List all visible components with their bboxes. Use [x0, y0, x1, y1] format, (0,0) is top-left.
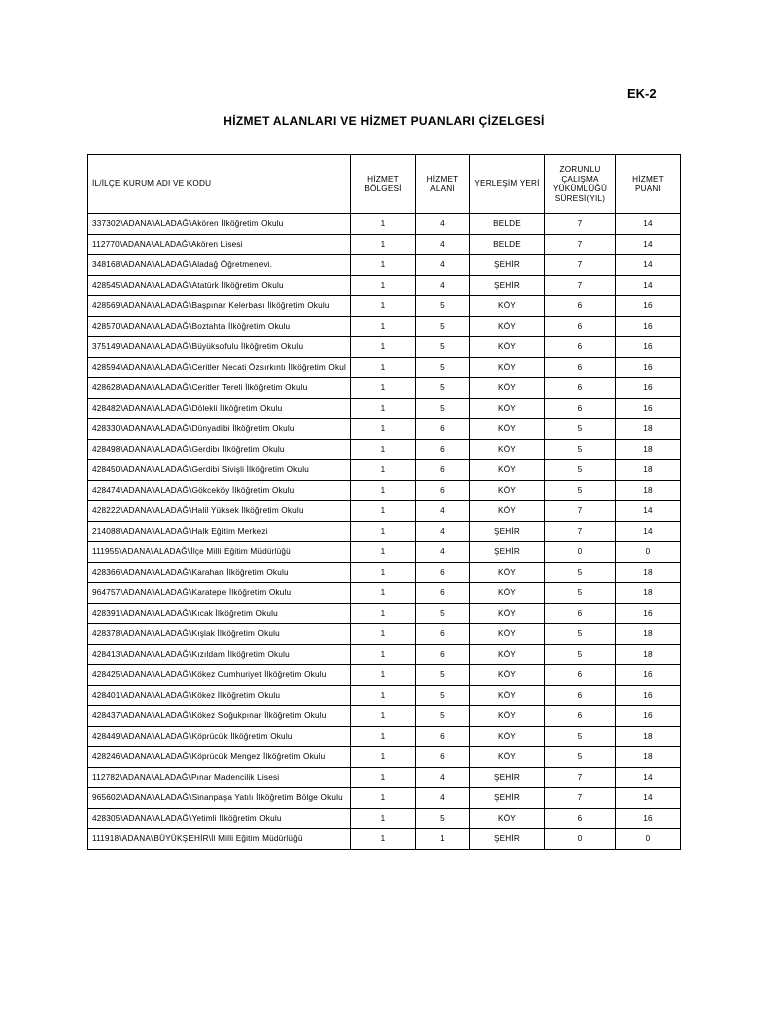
cell-bolge: 1	[351, 726, 416, 747]
cell-puan: 14	[616, 767, 681, 788]
cell-puan: 0	[616, 829, 681, 850]
cell-alan: 6	[416, 644, 470, 665]
cell-yer: KÖY	[470, 316, 545, 337]
cell-alan: 5	[416, 808, 470, 829]
cell-kurum: 112770\ADANA\ALADAĞ\Akören Lisesi	[88, 234, 351, 255]
cell-sure: 7	[545, 255, 616, 276]
cell-kurum: 428366\ADANA\ALADAĞ\Karahan İlköğretim Okulu	[88, 562, 351, 583]
cell-sure: 5	[545, 726, 616, 747]
cell-alan: 5	[416, 296, 470, 317]
cell-yer: KÖY	[470, 378, 545, 399]
cell-bolge: 1	[351, 788, 416, 809]
cell-kurum: 428570\ADANA\ALADAĞ\Boztahta İlköğretim Okulu	[88, 316, 351, 337]
cell-puan: 16	[616, 665, 681, 686]
cell-puan: 18	[616, 460, 681, 481]
table-row	[88, 685, 681, 706]
cell-yer: KÖY	[470, 439, 545, 460]
cell-yer: KÖY	[470, 357, 545, 378]
header-alan: HİZMET ALANI	[416, 155, 470, 214]
cell-kurum: 428449\ADANA\ALADAĞ\Köprücük İlköğretim Okulu	[88, 726, 351, 747]
cell-puan: 18	[616, 480, 681, 501]
cell-sure: 6	[545, 296, 616, 317]
table-row	[88, 562, 681, 583]
cell-bolge: 1	[351, 542, 416, 563]
cell-kurum: 965602\ADANA\ALADAĞ\Sinanpaşa Yatılı İlköğretim Bölge Okulu	[88, 788, 351, 809]
cell-yer: ŞEHİR	[470, 255, 545, 276]
cell-alan: 5	[416, 378, 470, 399]
cell-sure: 5	[545, 644, 616, 665]
cell-puan: 16	[616, 706, 681, 727]
cell-alan: 6	[416, 460, 470, 481]
cell-kurum: 428474\ADANA\ALADAĞ\Gökceköy İlköğretim Okulu	[88, 480, 351, 501]
table-row	[88, 214, 681, 235]
table-row	[88, 829, 681, 850]
table-row	[88, 767, 681, 788]
cell-sure: 7	[545, 275, 616, 296]
cell-alan: 4	[416, 234, 470, 255]
cell-puan: 18	[616, 419, 681, 440]
cell-alan: 6	[416, 726, 470, 747]
table-row	[88, 419, 681, 440]
cell-sure: 6	[545, 398, 616, 419]
cell-bolge: 1	[351, 624, 416, 645]
cell-bolge: 1	[351, 234, 416, 255]
cell-bolge: 1	[351, 337, 416, 358]
cell-puan: 16	[616, 296, 681, 317]
cell-bolge: 1	[351, 767, 416, 788]
table-row	[88, 480, 681, 501]
cell-puan: 14	[616, 521, 681, 542]
cell-kurum: 428482\ADANA\ALADAĞ\Dölekli İlköğretim Okulu	[88, 398, 351, 419]
cell-yer: BELDE	[470, 214, 545, 235]
cell-alan: 5	[416, 398, 470, 419]
cell-puan: 14	[616, 255, 681, 276]
cell-bolge: 1	[351, 562, 416, 583]
cell-kurum: 348168\ADANA\ALADAĞ\Aladağ Öğretmenevi.	[88, 255, 351, 276]
cell-alan: 4	[416, 767, 470, 788]
cell-sure: 6	[545, 706, 616, 727]
cell-alan: 5	[416, 665, 470, 686]
table-row	[88, 316, 681, 337]
cell-bolge: 1	[351, 706, 416, 727]
cell-puan: 16	[616, 398, 681, 419]
table-row	[88, 665, 681, 686]
cell-kurum: 428498\ADANA\ALADAĞ\Gerdibı İlköğretim Okulu	[88, 439, 351, 460]
cell-bolge: 1	[351, 808, 416, 829]
cell-yer: KÖY	[470, 624, 545, 645]
cell-yer: ŞEHİR	[470, 521, 545, 542]
cell-yer: KÖY	[470, 726, 545, 747]
cell-puan: 16	[616, 316, 681, 337]
cell-bolge: 1	[351, 747, 416, 768]
cell-kurum: 375149\ADANA\ALADAĞ\Büyüksofulu İlköğretim Okulu	[88, 337, 351, 358]
cell-kurum: 214088\ADANA\ALADAĞ\Halk Eğitim Merkezi	[88, 521, 351, 542]
cell-sure: 6	[545, 378, 616, 399]
cell-kurum: 428222\ADANA\ALADAĞ\Halil Yüksek İlköğretim Okulu	[88, 501, 351, 522]
cell-sure: 5	[545, 480, 616, 501]
table-row	[88, 398, 681, 419]
cell-alan: 6	[416, 624, 470, 645]
cell-yer: KÖY	[470, 808, 545, 829]
cell-yer: KÖY	[470, 706, 545, 727]
cell-kurum: 428378\ADANA\ALADAĞ\Kışlak İlköğretim Okulu	[88, 624, 351, 645]
cell-yer: KÖY	[470, 665, 545, 686]
cell-bolge: 1	[351, 603, 416, 624]
cell-puan: 14	[616, 234, 681, 255]
cell-puan: 16	[616, 603, 681, 624]
table-row	[88, 808, 681, 829]
cell-alan: 1	[416, 829, 470, 850]
cell-puan: 14	[616, 788, 681, 809]
cell-bolge: 1	[351, 255, 416, 276]
cell-sure: 6	[545, 665, 616, 686]
cell-sure: 6	[545, 316, 616, 337]
cell-puan: 14	[616, 275, 681, 296]
cell-alan: 4	[416, 255, 470, 276]
cell-puan: 14	[616, 501, 681, 522]
cell-kurum: 111918\ADANA\BÜYÜKŞEHİR\İl Milli Eğitim Müdürlüğü	[88, 829, 351, 850]
header-sure: ZORUNLU ÇALIŞMA YÜKÜMLÜĞÜ SÜRESİ(YIL)	[545, 155, 616, 214]
cell-kurum: 337302\ADANA\ALADAĞ\Akören İlköğretim Okulu	[88, 214, 351, 235]
table-row	[88, 521, 681, 542]
table-row	[88, 706, 681, 727]
service-points-table	[87, 154, 681, 850]
cell-bolge: 1	[351, 480, 416, 501]
cell-yer: ŞEHİR	[470, 767, 545, 788]
cell-bolge: 1	[351, 665, 416, 686]
cell-alan: 6	[416, 419, 470, 440]
cell-alan: 6	[416, 562, 470, 583]
cell-sure: 7	[545, 214, 616, 235]
cell-puan: 16	[616, 808, 681, 829]
cell-yer: KÖY	[470, 501, 545, 522]
cell-kurum: 428391\ADANA\ALADAĞ\Kıcak İlköğretim Okulu	[88, 603, 351, 624]
table-row	[88, 542, 681, 563]
cell-alan: 4	[416, 521, 470, 542]
table-row	[88, 726, 681, 747]
cell-sure: 7	[545, 788, 616, 809]
cell-alan: 5	[416, 685, 470, 706]
cell-alan: 4	[416, 501, 470, 522]
cell-alan: 5	[416, 316, 470, 337]
cell-bolge: 1	[351, 296, 416, 317]
cell-puan: 18	[616, 439, 681, 460]
table-row	[88, 583, 681, 604]
cell-alan: 5	[416, 706, 470, 727]
cell-puan: 14	[616, 214, 681, 235]
cell-bolge: 1	[351, 398, 416, 419]
cell-alan: 6	[416, 747, 470, 768]
cell-bolge: 1	[351, 644, 416, 665]
cell-yer: KÖY	[470, 337, 545, 358]
table-row	[88, 788, 681, 809]
cell-sure: 0	[545, 829, 616, 850]
table-row	[88, 747, 681, 768]
cell-kurum: 428569\ADANA\ALADAĞ\Başpınar Kelerbası İlköğretim Okulu	[88, 296, 351, 317]
cell-yer: KÖY	[470, 398, 545, 419]
cell-sure: 6	[545, 808, 616, 829]
table-row	[88, 603, 681, 624]
cell-puan: 16	[616, 357, 681, 378]
header-yer: YERLEŞİM YERİ	[470, 155, 545, 214]
cell-sure: 7	[545, 501, 616, 522]
cell-alan: 5	[416, 603, 470, 624]
cell-kurum: 428437\ADANA\ALADAĞ\Kökez Soğukpınar İlköğretim Okulu	[88, 706, 351, 727]
cell-puan: 16	[616, 337, 681, 358]
table-row	[88, 378, 681, 399]
cell-bolge: 1	[351, 378, 416, 399]
table-row	[88, 460, 681, 481]
cell-bolge: 1	[351, 583, 416, 604]
cell-sure: 6	[545, 357, 616, 378]
table-header-row	[88, 155, 681, 214]
cell-alan: 4	[416, 542, 470, 563]
cell-alan: 6	[416, 480, 470, 501]
cell-sure: 5	[545, 562, 616, 583]
cell-kurum: 428450\ADANA\ALADAĞ\Gerdibi Sivişli İlköğretim Okulu	[88, 460, 351, 481]
cell-kurum: 428246\ADANA\ALADAĞ\Köprücük Mengez İlköğretim Okulu	[88, 747, 351, 768]
header-bolge: HİZMET BÖLGESİ	[351, 155, 416, 214]
cell-alan: 6	[416, 583, 470, 604]
cell-puan: 16	[616, 378, 681, 399]
cell-bolge: 1	[351, 685, 416, 706]
table-row	[88, 337, 681, 358]
table-row	[88, 644, 681, 665]
cell-sure: 7	[545, 521, 616, 542]
cell-bolge: 1	[351, 316, 416, 337]
cell-bolge: 1	[351, 419, 416, 440]
cell-yer: KÖY	[470, 603, 545, 624]
cell-kurum: 428425\ADANA\ALADAĞ\Kökez Cumhuriyet İlköğretim Okulu	[88, 665, 351, 686]
cell-yer: ŞEHİR	[470, 788, 545, 809]
table-row	[88, 296, 681, 317]
table-row	[88, 439, 681, 460]
cell-bolge: 1	[351, 829, 416, 850]
cell-sure: 6	[545, 603, 616, 624]
cell-kurum: 428628\ADANA\ALADAĞ\Ceritler Tereli İlköğretim Okulu	[88, 378, 351, 399]
cell-bolge: 1	[351, 521, 416, 542]
cell-puan: 18	[616, 644, 681, 665]
cell-puan: 18	[616, 583, 681, 604]
cell-puan: 16	[616, 685, 681, 706]
cell-alan: 4	[416, 788, 470, 809]
cell-yer: KÖY	[470, 419, 545, 440]
table-row	[88, 501, 681, 522]
cell-yer: BELDE	[470, 234, 545, 255]
cell-bolge: 1	[351, 214, 416, 235]
cell-bolge: 1	[351, 460, 416, 481]
cell-yer: KÖY	[470, 460, 545, 481]
cell-kurum: 111955\ADANA\ALADAĞ\İlçe Milli Eğitim Müdürlüğü	[88, 542, 351, 563]
cell-kurum: 964757\ADANA\ALADAĞ\Karatepe İlköğretim Okulu	[88, 583, 351, 604]
cell-puan: 18	[616, 624, 681, 645]
cell-yer: KÖY	[470, 644, 545, 665]
cell-yer: KÖY	[470, 583, 545, 604]
page-title: HİZMET ALANLARI VE HİZMET PUANLARI ÇİZELGESİ	[223, 114, 545, 128]
cell-yer: KÖY	[470, 562, 545, 583]
cell-kurum: 428545\ADANA\ALADAĞ\Atatürk İlköğretim Okulu	[88, 275, 351, 296]
cell-kurum: 428413\ADANA\ALADAĞ\Kızıldam İlköğretim Okulu	[88, 644, 351, 665]
cell-bolge: 1	[351, 357, 416, 378]
cell-alan: 4	[416, 275, 470, 296]
cell-bolge: 1	[351, 439, 416, 460]
cell-kurum: 428594\ADANA\ALADAĞ\Ceritler Necati Özsırkıntı İlköğretim Okul	[88, 357, 351, 378]
cell-sure: 5	[545, 439, 616, 460]
header-kurum: İL/İLÇE KURUM ADI VE KODU	[88, 155, 351, 214]
cell-sure: 5	[545, 419, 616, 440]
header-puan: HİZMET PUANI	[616, 155, 681, 214]
cell-yer: ŞEHİR	[470, 275, 545, 296]
cell-puan: 18	[616, 747, 681, 768]
cell-bolge: 1	[351, 501, 416, 522]
cell-sure: 5	[545, 583, 616, 604]
appendix-label: EK-2	[627, 86, 657, 101]
cell-kurum: 428330\ADANA\ALADAĞ\Dünyadibi İlköğretim Okulu	[88, 419, 351, 440]
cell-sure: 5	[545, 747, 616, 768]
cell-alan: 6	[416, 439, 470, 460]
cell-puan: 18	[616, 726, 681, 747]
table-row	[88, 275, 681, 296]
cell-alan: 5	[416, 357, 470, 378]
cell-yer: ŞEHİR	[470, 542, 545, 563]
cell-kurum: 428305\ADANA\ALADAĞ\Yetimli İlköğretim Okulu	[88, 808, 351, 829]
cell-yer: ŞEHİR	[470, 829, 545, 850]
cell-sure: 0	[545, 542, 616, 563]
cell-sure: 7	[545, 767, 616, 788]
cell-sure: 5	[545, 460, 616, 481]
cell-puan: 0	[616, 542, 681, 563]
cell-sure: 5	[545, 624, 616, 645]
cell-yer: KÖY	[470, 480, 545, 501]
table-row	[88, 255, 681, 276]
cell-yer: KÖY	[470, 685, 545, 706]
cell-sure: 7	[545, 234, 616, 255]
cell-sure: 6	[545, 337, 616, 358]
cell-kurum: 112782\ADANA\ALADAĞ\Pınar Madencilik Lisesi	[88, 767, 351, 788]
cell-yer: KÖY	[470, 747, 545, 768]
cell-yer: KÖY	[470, 296, 545, 317]
table-row	[88, 624, 681, 645]
table-row	[88, 357, 681, 378]
cell-bolge: 1	[351, 275, 416, 296]
cell-sure: 6	[545, 685, 616, 706]
cell-alan: 4	[416, 214, 470, 235]
cell-alan: 5	[416, 337, 470, 358]
cell-puan: 18	[616, 562, 681, 583]
cell-kurum: 428401\ADANA\ALADAĞ\Kökez İlköğretim Okulu	[88, 685, 351, 706]
table-row	[88, 234, 681, 255]
